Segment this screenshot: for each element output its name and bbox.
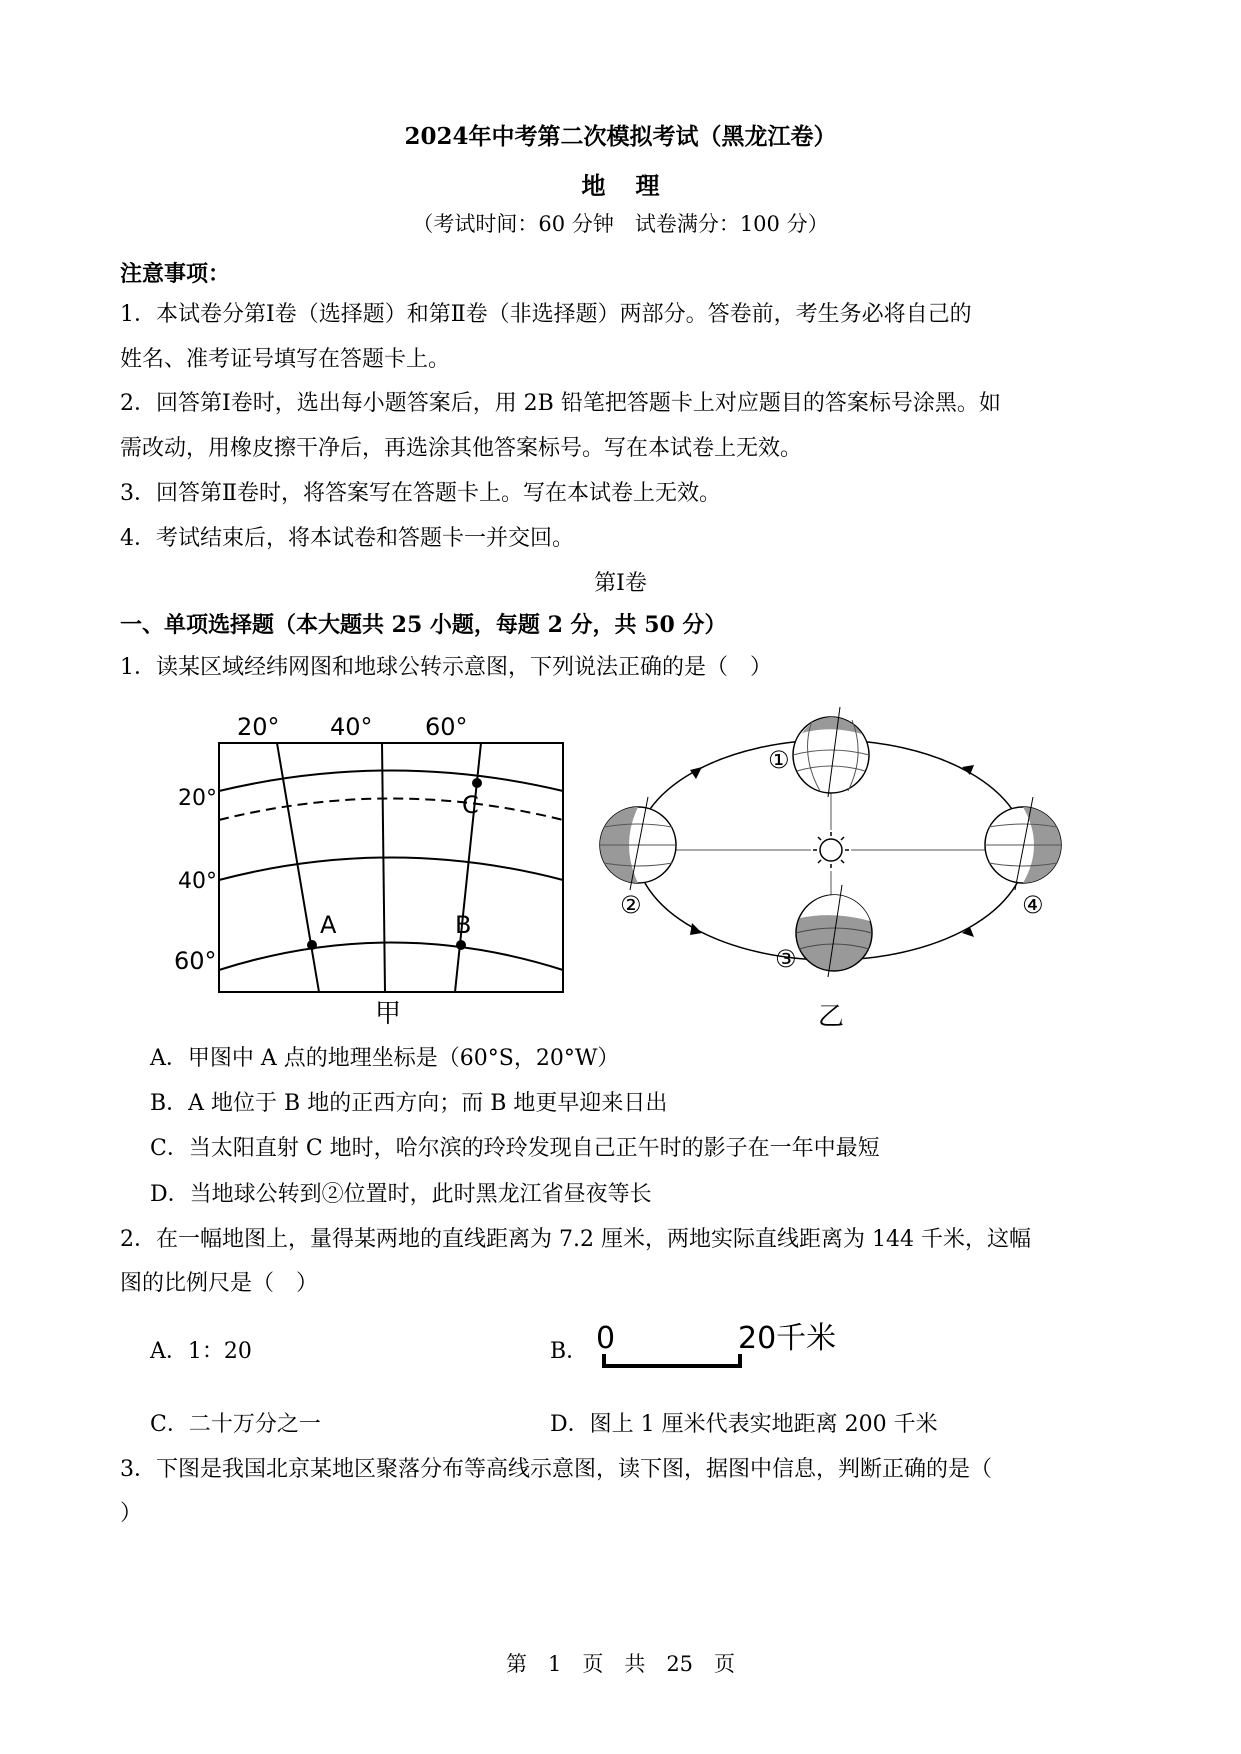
notes-line: 2．回答第Ⅰ卷时，选出每小题答案后，用 2B 铅笔把答题卡上对应题目的答案标号涂黑。如 bbox=[120, 391, 1001, 416]
lat-label: 40° bbox=[178, 869, 217, 894]
exam-info: （考试时间：60 分钟 试卷满分：100 分） bbox=[412, 212, 829, 236]
scale-bar-figure bbox=[590, 1310, 870, 1372]
lon-label: 20° bbox=[237, 713, 280, 741]
lon-label: 40° bbox=[330, 713, 373, 741]
tropic-dashed-line bbox=[219, 799, 563, 821]
earth-position-2 bbox=[600, 797, 676, 890]
figure-jia-grid-map bbox=[170, 705, 590, 1035]
point-a bbox=[307, 940, 317, 950]
notes-line: 需改动，用橡皮擦干净后，再选涂其他答案标号。写在本试卷上无效。 bbox=[120, 436, 803, 461]
q2-option-c[interactable]: C．二十万分之一 bbox=[150, 1412, 321, 1437]
q2-option-d[interactable]: D．图上 1 厘米代表实地距离 200 千米 bbox=[550, 1412, 938, 1437]
figure-jia-caption: 甲 bbox=[375, 999, 402, 1029]
scale-bar-line bbox=[604, 1354, 740, 1366]
q1-option-d[interactable]: D．当地球公转到②位置时，此时黑龙江省昼夜等长 bbox=[150, 1182, 652, 1207]
subject-title: 地理 bbox=[581, 171, 690, 200]
question-2-stem: 图的比例尺是（ ） bbox=[120, 1271, 319, 1296]
scale-value: 20千米 bbox=[738, 1321, 837, 1356]
meridian-line bbox=[277, 743, 319, 992]
volume-heading: 第Ⅰ卷 bbox=[594, 571, 647, 596]
latitude-line bbox=[219, 943, 563, 971]
orbit-arrow bbox=[690, 923, 702, 935]
notes-heading: 注意事项： bbox=[120, 261, 231, 287]
point-c bbox=[472, 778, 482, 788]
question-3-stem: ） bbox=[120, 1501, 143, 1526]
earth-position-1 bbox=[793, 707, 869, 797]
exam-title: 2024年中考第二次模拟考试（黑龙江卷） bbox=[404, 123, 837, 150]
sun-icon bbox=[820, 839, 842, 861]
section-heading: 一、单项选择题（本大题共 25 小题，每题 2 分，共 50 分） bbox=[120, 612, 727, 638]
scale-zero: 0 bbox=[596, 1321, 616, 1356]
point-c-label: C bbox=[462, 791, 479, 819]
earth-position-3 bbox=[796, 885, 872, 977]
lat-label: 60° bbox=[174, 947, 217, 975]
notes-line: 姓名、准考证号填写在答题卡上。 bbox=[120, 347, 451, 372]
notes-line: 4．考试结束后，将本试卷和答题卡一并交回。 bbox=[120, 526, 574, 551]
latitude-line bbox=[219, 858, 563, 881]
point-b-label: B bbox=[455, 911, 472, 939]
question-2-stem: 2．在一幅地图上，量得某两地的直线距离为 7.2 厘米，两地实际直线距离为 144 千米，这幅 bbox=[120, 1227, 1031, 1252]
q1-option-c[interactable]: C．当太阳直射 C 地时，哈尔滨的玲玲发现自己正午时的影子在一年中最短 bbox=[150, 1136, 880, 1161]
q1-option-a[interactable]: A．甲图中 A 点的地理坐标是（60°S，20°W） bbox=[150, 1046, 620, 1071]
position-label-1: ① bbox=[768, 746, 790, 774]
position-label-3: ③ bbox=[775, 945, 797, 973]
notes-line: 3．回答第Ⅱ卷时，将答案写在答题卡上。写在本试卷上无效。 bbox=[120, 481, 721, 506]
lon-label: 60° bbox=[425, 713, 468, 741]
page-footer: 第 1 页 共 25 页 bbox=[505, 1652, 736, 1676]
q2-option-b[interactable]: B． bbox=[550, 1339, 589, 1364]
notes-line: 1．本试卷分第Ⅰ卷（选择题）和第Ⅱ卷（非选择题）两部分。答卷前，考生务必将自己的 bbox=[120, 302, 972, 327]
earth-position-4 bbox=[985, 797, 1061, 890]
meridian-line bbox=[382, 743, 385, 992]
lat-label: 20° bbox=[178, 786, 217, 811]
latitude-line bbox=[219, 771, 563, 792]
point-a-label: A bbox=[320, 911, 337, 939]
figure-yi-caption: 乙 bbox=[818, 1002, 845, 1032]
figure-yi-revolution-diagram bbox=[590, 685, 1070, 1035]
q2-option-a[interactable]: A．1：20 bbox=[150, 1339, 252, 1364]
q1-option-b[interactable]: B．A 地位于 B 地的正西方向；而 B 地更早迎来日出 bbox=[150, 1091, 668, 1116]
position-label-4: ④ bbox=[1022, 891, 1044, 919]
point-b bbox=[456, 940, 466, 950]
question-1-stem: 1．读某区域经纬网图和地球公转示意图，下列说法正确的是（ ） bbox=[120, 655, 772, 680]
position-label-2: ② bbox=[620, 891, 642, 919]
orbit-arrow bbox=[962, 927, 974, 937]
question-3-stem: 3．下图是我国北京某地区聚落分布等高线示意图，读下图，据图中信息，判断正确的是（ bbox=[120, 1457, 993, 1482]
